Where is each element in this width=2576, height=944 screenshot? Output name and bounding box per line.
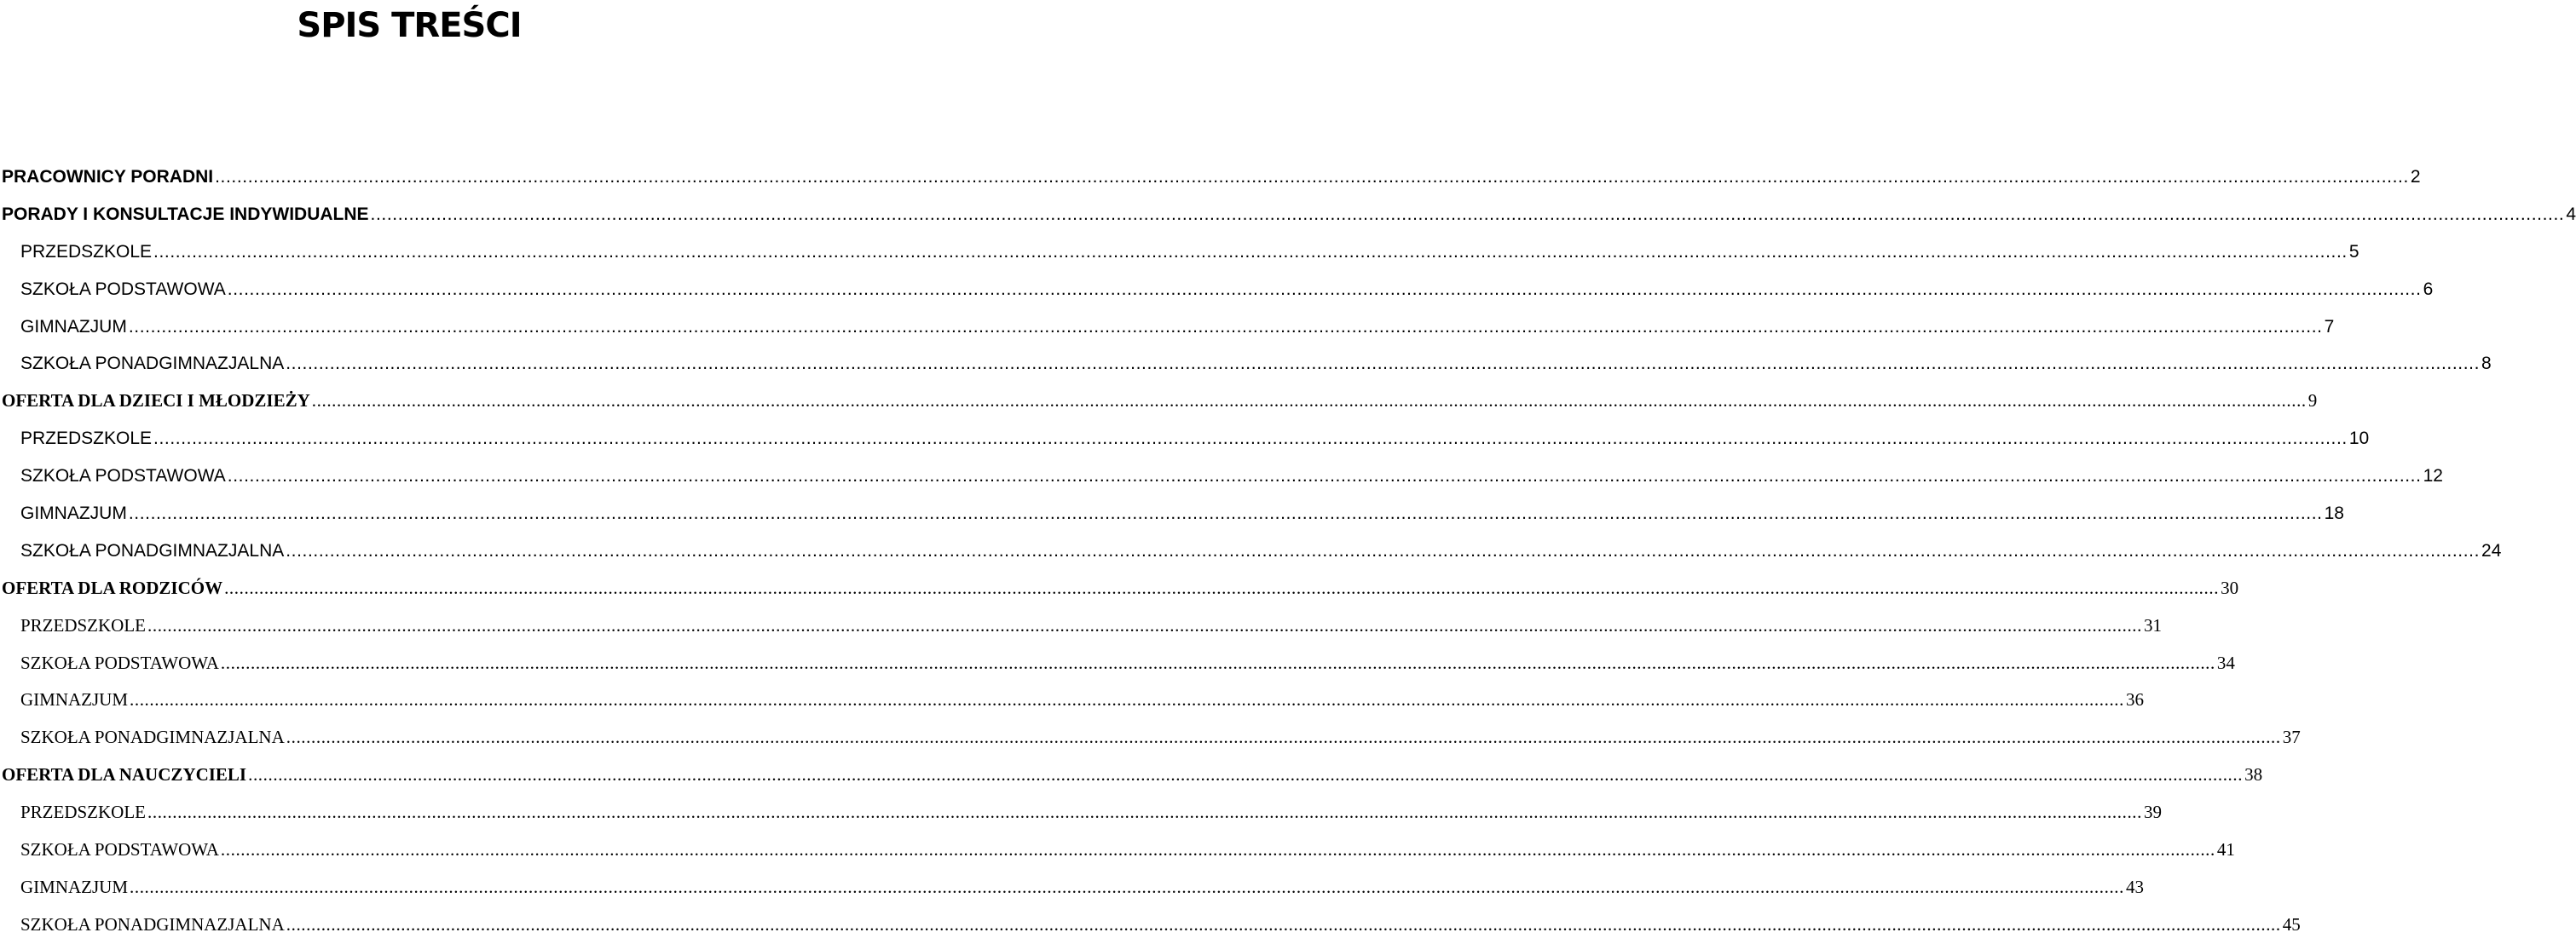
toc-entry[interactable]	[0, 458, 2443, 495]
toc-entry[interactable]	[0, 196, 2576, 233]
toc-entry[interactable]	[0, 271, 2434, 308]
toc-entry-label: OFERTA DLA DZIECI I MŁODZIEŻY	[2, 390, 310, 412]
toc-entry-page-number: 36	[2126, 689, 2144, 711]
toc-dot-leader: ................................................................................................................................................................................................................................................................................................................................................................................................................	[220, 652, 2215, 673]
toc-dot-leader: ................................................................................................................................................................................................................................................................................................................................................................................................................	[130, 689, 2124, 711]
toc-entry-label: SZKOŁA PONADGIMNAZJALNA	[20, 913, 285, 935]
toc-entry-page-number: 9	[2307, 390, 2318, 412]
toc-dot-leader: ................................................................................................................................................................................................................................................................................................................................................................................................................	[286, 913, 2281, 935]
toc-entry-page-number: 30	[2221, 577, 2239, 598]
toc-entry-page-number: 39	[2144, 802, 2162, 823]
toc-entry[interactable]	[0, 308, 2335, 346]
toc-entry-label: SZKOŁA PODSTAWOWA	[20, 466, 226, 486]
toc-dot-leader: ................................................................................................................................................................................................................................................................................................................................................................................................................	[147, 802, 2142, 823]
toc-entry[interactable]	[0, 345, 2492, 383]
toc-dot-leader: ................................................................................................................................................................................................................................................................................................................................................................................................................	[311, 390, 2307, 412]
toc-entry-page-number: 34	[2216, 652, 2235, 673]
toc-dot-leader: ................................................................................................................................................................................................................................................................................................................................................................................................................	[215, 167, 2409, 187]
toc-entry-label: SZKOŁA PODSTAWOWA	[20, 279, 226, 299]
toc-entry-page-number: 5	[2348, 241, 2359, 262]
toc-entry[interactable]	[0, 495, 2344, 532]
toc-dot-leader: ................................................................................................................................................................................................................................................................................................................................................................................................................	[147, 614, 2142, 636]
toc-entry-label: PRZEDSZKOLE	[20, 614, 146, 636]
toc-entry-page-number: 6	[2423, 279, 2434, 299]
toc-entry-page-number: 10	[2348, 429, 2370, 449]
toc-entry-label: SZKOŁA PONADGIMNAZJALNA	[20, 354, 285, 374]
toc-entry-page-number: 4	[2566, 204, 2576, 224]
toc-entry-label: GIMNAZJUM	[20, 504, 127, 524]
toc-entry-label: SZKOŁA PONADGIMNAZJALNA	[20, 540, 285, 561]
toc-entry-page-number: 41	[2216, 839, 2235, 861]
toc-entry[interactable]	[0, 420, 2370, 458]
toc-dot-leader: ................................................................................................................................................................................................................................................................................................................................................................................................................	[286, 540, 2481, 561]
toc-dot-leader: ................................................................................................................................................................................................................................................................................................................................................................................................................	[370, 204, 2565, 224]
toc-dot-leader: ................................................................................................................................................................................................................................................................................................................................................................................................................	[224, 577, 2220, 598]
toc-entry-label: GIMNAZJUM	[20, 876, 128, 897]
toc-entry[interactable]	[0, 233, 2359, 271]
toc-entry[interactable]	[0, 794, 2162, 832]
toc-entry[interactable]	[0, 757, 2263, 794]
toc-entry-label: OFERTA DLA NAUCZYCIELI	[2, 764, 247, 786]
toc-entry-page-number: 45	[2282, 913, 2301, 935]
toc-entry-label: SZKOŁA PODSTAWOWA	[20, 839, 219, 861]
table-of-contents	[0, 158, 2576, 944]
toc-entry-label: SZKOŁA PONADGIMNAZJALNA	[20, 727, 285, 748]
toc-dot-leader: ................................................................................................................................................................................................................................................................................................................................................................................................................	[128, 316, 2323, 337]
toc-dot-leader: ................................................................................................................................................................................................................................................................................................................................................................................................................	[227, 466, 2422, 486]
page-title: SPIS TREŚCI	[297, 6, 522, 45]
toc-dot-leader: ................................................................................................................................................................................................................................................................................................................................................................................................................	[286, 727, 2281, 748]
toc-entry-label: PORADY I KONSULTACJE INDYWIDUALNE	[2, 204, 369, 224]
toc-entry-page-number: 18	[2324, 504, 2344, 524]
toc-dot-leader: ................................................................................................................................................................................................................................................................................................................................................................................................................	[220, 839, 2215, 861]
toc-entry[interactable]	[0, 158, 2421, 196]
toc-dot-leader: ................................................................................................................................................................................................................................................................................................................................................................................................................	[153, 429, 2348, 449]
toc-dot-leader: ................................................................................................................................................................................................................................................................................................................................................................................................................	[128, 504, 2323, 524]
toc-entry-label: PRZEDSZKOLE	[20, 429, 153, 449]
toc-entry[interactable]	[0, 719, 2301, 757]
toc-dot-leader: ................................................................................................................................................................................................................................................................................................................................................................................................................	[130, 876, 2124, 897]
toc-entry-page-number: 38	[2244, 764, 2263, 786]
toc-entry[interactable]	[0, 907, 2301, 944]
toc-entry-page-number: 43	[2126, 876, 2144, 897]
toc-entry-label: OFERTA DLA RODZICÓW	[2, 577, 223, 598]
toc-entry-page-number: 2	[2410, 167, 2421, 187]
toc-entry[interactable]	[0, 570, 2239, 607]
toc-entry-page-number: 37	[2282, 727, 2301, 748]
toc-entry[interactable]	[0, 383, 2318, 420]
toc-entry-label: PRZEDSZKOLE	[20, 802, 146, 823]
toc-dot-leader: ................................................................................................................................................................................................................................................................................................................................................................................................................	[227, 279, 2422, 299]
toc-entry-page-number: 24	[2481, 540, 2502, 561]
toc-entry[interactable]	[0, 832, 2235, 869]
toc-entry[interactable]	[0, 532, 2502, 570]
toc-entry-page-number: 8	[2481, 354, 2492, 374]
toc-dot-leader: ................................................................................................................................................................................................................................................................................................................................................................................................................	[153, 241, 2348, 262]
toc-entry-label: GIMNAZJUM	[20, 689, 128, 711]
toc-entry-label: PRACOWNICY PORADNI	[2, 167, 214, 187]
toc-entry-page-number: 31	[2144, 614, 2162, 636]
toc-entry-page-number: 12	[2423, 466, 2443, 486]
toc-entry[interactable]	[0, 869, 2144, 907]
toc-entry[interactable]	[0, 607, 2162, 645]
toc-entry-label: SZKOŁA PODSTAWOWA	[20, 652, 219, 673]
toc-dot-leader: ................................................................................................................................................................................................................................................................................................................................................................................................................	[248, 764, 2244, 786]
toc-entry-page-number: 7	[2324, 316, 2335, 337]
toc-dot-leader: ................................................................................................................................................................................................................................................................................................................................................................................................................	[286, 354, 2481, 374]
toc-entry-label: GIMNAZJUM	[20, 316, 127, 337]
toc-entry[interactable]	[0, 645, 2235, 682]
toc-entry[interactable]	[0, 682, 2144, 719]
toc-entry-label: PRZEDSZKOLE	[20, 241, 153, 262]
